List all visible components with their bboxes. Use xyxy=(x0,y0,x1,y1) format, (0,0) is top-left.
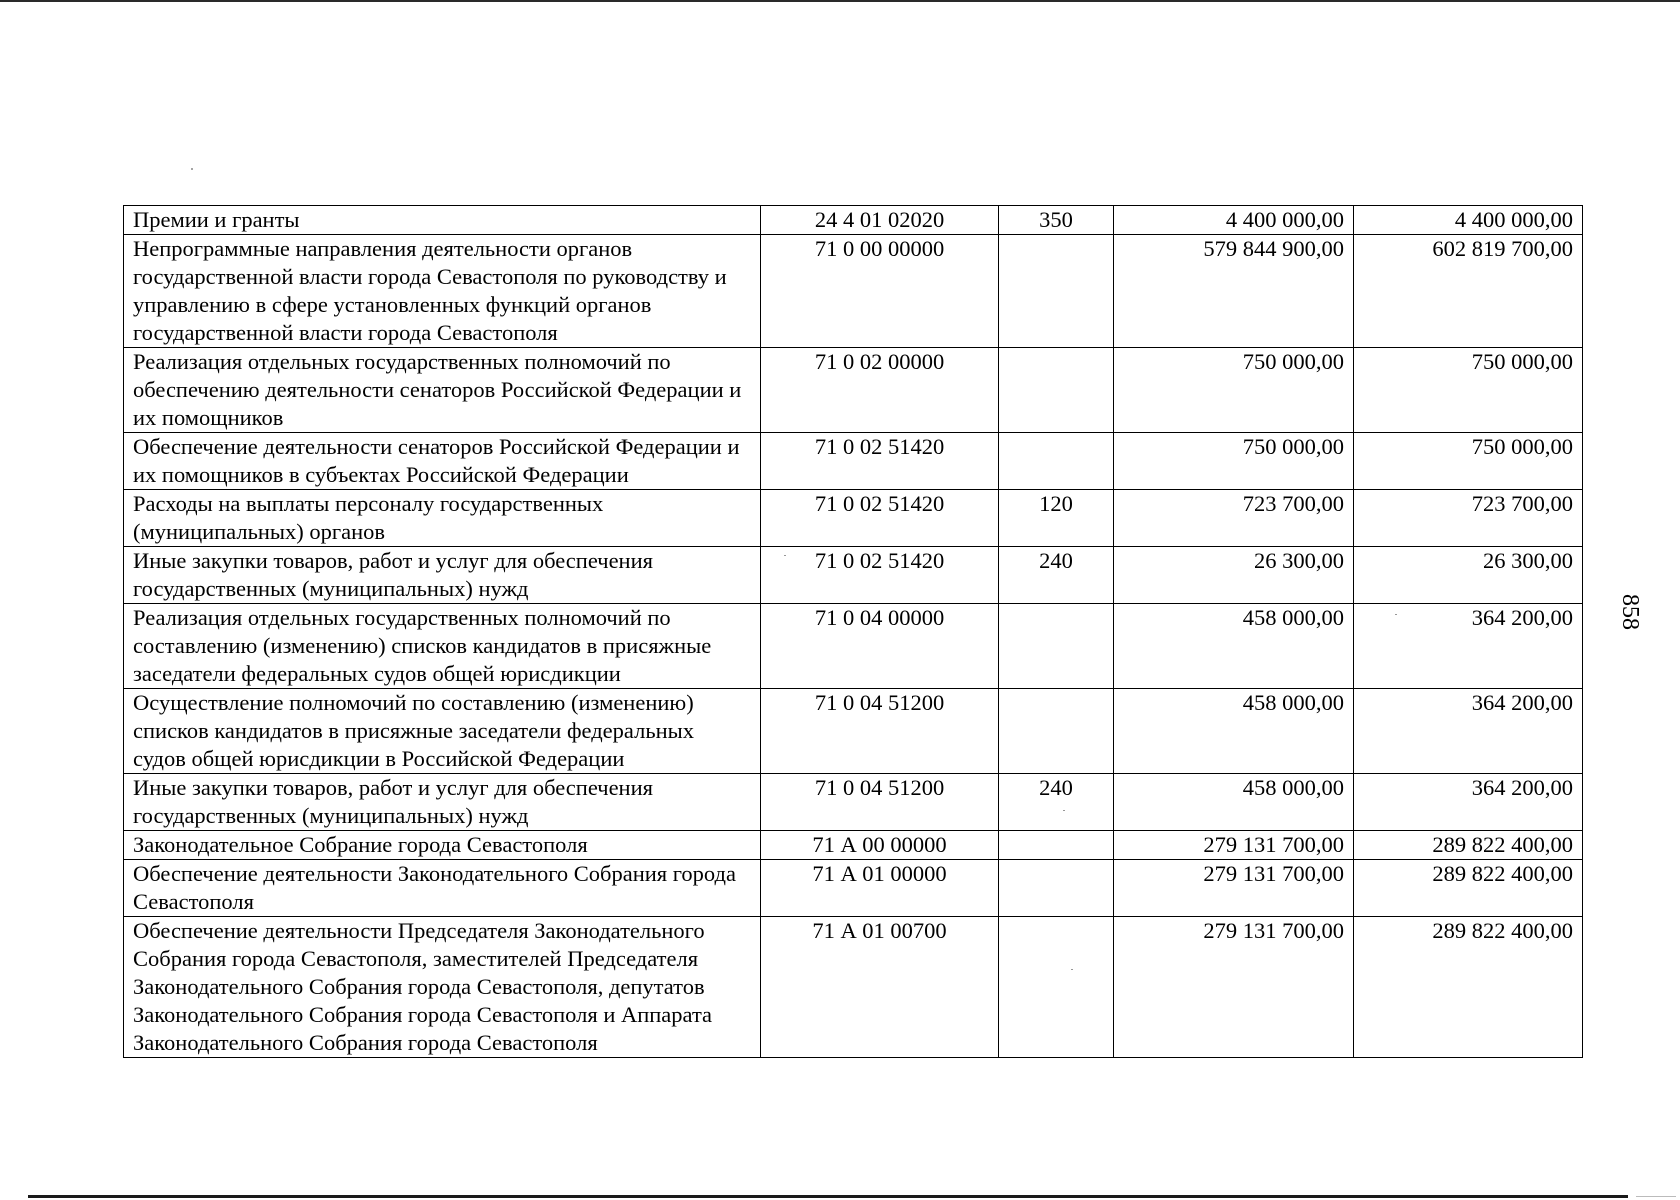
expense-type-cell xyxy=(999,348,1114,433)
table-row xyxy=(124,831,1583,860)
amount-year-1-cell: 4 400 000,00 xyxy=(1114,206,1354,235)
row-name-cell: Иные закупки товаров, работ и услуг для обеспечения государственных (муниципальных) нужд xyxy=(124,547,761,604)
expense-type-cell xyxy=(999,831,1114,860)
amount-year-1-cell: 279 131 700,00 xyxy=(1114,917,1354,1058)
amount-year-2-cell: 289 822 400,00 xyxy=(1354,917,1583,1058)
amount-year-2-cell: 4 400 000,00 xyxy=(1354,206,1583,235)
row-name-cell: Законодательное Собрание города Севастополя xyxy=(124,831,761,860)
table-row xyxy=(124,490,1583,547)
target-article-code-cell: 71 0 04 51200 xyxy=(761,774,999,831)
expense-type-cell xyxy=(999,860,1114,917)
amount-year-1-cell: 579 844 900,00 xyxy=(1114,235,1354,348)
amount-year-2-cell: 602 819 700,00 xyxy=(1354,235,1583,348)
scan-edge-top xyxy=(0,0,1680,2)
amount-year-1-cell: 750 000,00 xyxy=(1114,348,1354,433)
target-article-code-cell: 71 0 02 51420 xyxy=(761,490,999,547)
row-name-cell: Премии и гранты xyxy=(124,206,761,235)
amount-year-1-cell: 458 000,00 xyxy=(1114,774,1354,831)
table-row xyxy=(124,547,1583,604)
row-name-cell: Обеспечение деятельности сенаторов Российской Федерации и их помощников в субъектах Российской Федерации xyxy=(124,433,761,490)
row-name-cell: Непрограммные направления деятельности органов государственной власти города Севастополя по руководству и управлению в сфере установленных функций органов государственной власти города Севастополя xyxy=(124,235,761,348)
page-number: 858 xyxy=(1617,594,1643,630)
table-row xyxy=(124,433,1583,490)
target-article-code-cell: 71 0 02 51420 xyxy=(761,547,999,604)
expense-type-cell xyxy=(999,917,1114,1058)
table-row xyxy=(124,689,1583,774)
row-name-cell: Реализация отдельных государственных полномочий по составлению (изменению) списков кандидатов в присяжные заседатели федеральных судов общей юрисдикции xyxy=(124,604,761,689)
expense-type-cell: 120 xyxy=(999,490,1114,547)
expense-type-cell: 350 xyxy=(999,206,1114,235)
target-article-code-cell: 71 0 04 51200 xyxy=(761,689,999,774)
amount-year-1-cell: 279 131 700,00 xyxy=(1114,831,1354,860)
row-name-cell: Расходы на выплаты персоналу государственных (муниципальных) органов xyxy=(124,490,761,547)
amount-year-1-cell: 723 700,00 xyxy=(1114,490,1354,547)
table-row xyxy=(124,235,1583,348)
table-row xyxy=(124,917,1583,1058)
expense-type-cell xyxy=(999,433,1114,490)
target-article-code-cell: 71 А 00 00000 xyxy=(761,831,999,860)
amount-year-2-cell: 723 700,00 xyxy=(1354,490,1583,547)
table-row xyxy=(124,348,1583,433)
scan-edge-bottom xyxy=(28,1195,1628,1198)
amount-year-1-cell: 458 000,00 xyxy=(1114,604,1354,689)
scan-edge-bottom-right xyxy=(1636,1196,1676,1197)
target-article-code-cell: 71 А 01 00700 xyxy=(761,917,999,1058)
row-name-cell: Осуществление полномочий по составлению (изменению) списков кандидатов в присяжные заседатели федеральных судов общей юрисдикции в Российской Федерации xyxy=(124,689,761,774)
table-row xyxy=(124,774,1583,831)
amount-year-1-cell: 26 300,00 xyxy=(1114,547,1354,604)
expense-type-cell xyxy=(999,235,1114,348)
amount-year-2-cell: 289 822 400,00 xyxy=(1354,831,1583,860)
amount-year-1-cell: 279 131 700,00 xyxy=(1114,860,1354,917)
amount-year-2-cell: 364 200,00 xyxy=(1354,774,1583,831)
amount-year-1-cell: 458 000,00 xyxy=(1114,689,1354,774)
target-article-code-cell: 71 0 00 00000 xyxy=(761,235,999,348)
expense-type-cell: 240 xyxy=(999,774,1114,831)
table-row xyxy=(124,860,1583,917)
row-name-cell: Обеспечение деятельности Председателя Законодательного Собрания города Севастополя, заместителей Председателя Законодательного Собрания города Севастополя, депутатов Законодательного Собрания города Севастополя и Аппарата Законодательного Собрания города Севастополя xyxy=(124,917,761,1058)
amount-year-2-cell: 750 000,00 xyxy=(1354,348,1583,433)
target-article-code-cell: 71 А 01 00000 xyxy=(761,860,999,917)
table-row xyxy=(124,206,1583,235)
amount-year-2-cell: 364 200,00 xyxy=(1354,689,1583,774)
row-name-cell: Обеспечение деятельности Законодательного Собрания города Севастополя xyxy=(124,860,761,917)
target-article-code-cell: 71 0 04 00000 xyxy=(761,604,999,689)
row-name-cell: Иные закупки товаров, работ и услуг для обеспечения государственных (муниципальных) нужд xyxy=(124,774,761,831)
amount-year-2-cell: 750 000,00 xyxy=(1354,433,1583,490)
scan-speck xyxy=(191,168,193,170)
expense-type-cell xyxy=(999,604,1114,689)
amount-year-2-cell: 26 300,00 xyxy=(1354,547,1583,604)
target-article-code-cell: 71 0 02 00000 xyxy=(761,348,999,433)
amount-year-2-cell: 289 822 400,00 xyxy=(1354,860,1583,917)
target-article-code-cell: 71 0 02 51420 xyxy=(761,433,999,490)
budget-table-body xyxy=(124,206,1583,1058)
row-name-cell: Реализация отдельных государственных полномочий по обеспечению деятельности сенаторов Российской Федерации и их помощников xyxy=(124,348,761,433)
expense-type-cell: 240 xyxy=(999,547,1114,604)
amount-year-2-cell: 364 200,00 xyxy=(1354,604,1583,689)
amount-year-1-cell: 750 000,00 xyxy=(1114,433,1354,490)
expense-type-cell xyxy=(999,689,1114,774)
target-article-code-cell: 24 4 01 02020 xyxy=(761,206,999,235)
budget-table xyxy=(123,205,1583,1058)
table-row xyxy=(124,604,1583,689)
